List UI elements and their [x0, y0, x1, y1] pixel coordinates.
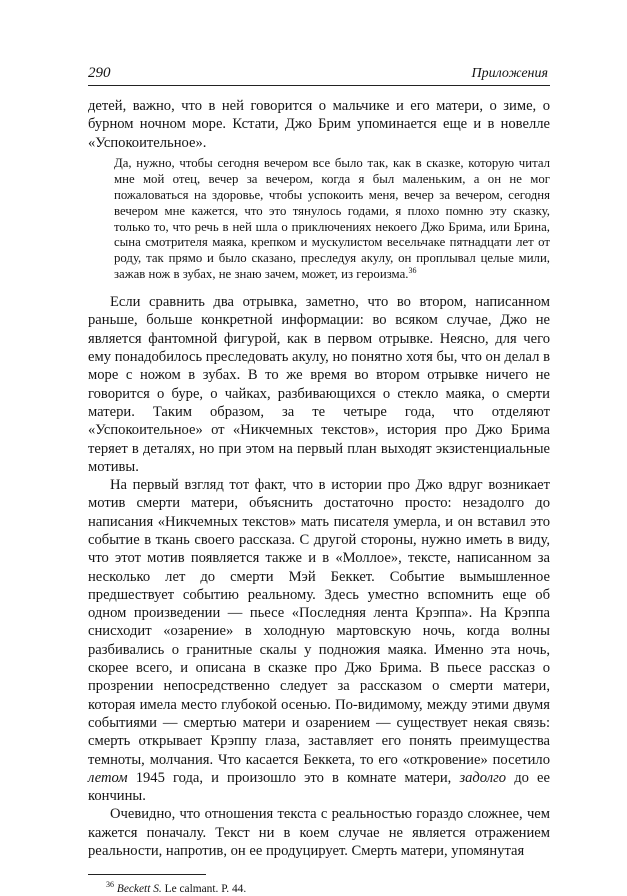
paragraph-text-part: На первый взгляд тот факт, что в истории про Джо вдруг возникает мотив смерти матери, объяснить достаточно просто: незадолго до написания «Никчемных текстов» мать писателя умерла, и он вставил это событие в ткань своего рассказа. С другой стороны, нужно иметь в виду, что этот мотив появляется также и в «Моллое», тексте, написанном за несколько лет до смерти Мэй Беккет. Событие вымышленное предшествует событию реальному. Здесь уместно вспомнить еще об одном произведении — пьесе «Последняя лента Крэппа». На Крэппа снисходит «озарение» в холодную мартовскую ночь, когда волны разбивались о гранитные скалы у подножия маяка. Именно эта ночь, скорее всего, и описана в сказке про Джо Брима. В пьесе рассказ о прозрении непосредственно следует за рассказом о смерти матери, которая имела место глубокой осенью. По-видимому, между этими двумя событиями — смертью матери и озарением — существует некая связь: смерть открывает Крэппу глаза, заставляет его понять преимущества темноты, молчания. Что касается Беккета, то его «откровение» посетило — [88, 477, 550, 768]
paragraph-text-part: до ее кончины. — [88, 769, 550, 805]
block-quote — [114, 156, 550, 283]
quote-text: Да, нужно, чтобы сегодня вечером все было так, как в сказке, которую читал мне мой отец, вечер за вечером, когда я был маленьким, а он не мог пожаловаться на здоровье, чтобы успокоить меня, вечер за вечером, сегодня вечером мне кажется, что это тянулось годами, я плохо помню эту сказку, только то, что речь в ней шла о приключениях некоего Джо Брима, или Брина, сына смотрителя маяка, крепком и мускулистом весельчаке пятнадцати лет от роду, так прямо и было сказано, преследуя акулу, он проплывал целые мили, зажав нож в зубах, не знаю зачем, может, из героизма. — [114, 155, 550, 282]
footnote-text: Le calmant. P. 44. — [161, 883, 247, 896]
paragraph-mother-death — [88, 476, 550, 805]
paragraph-text-part: 1945 года, и произошло это в комнате матери, — [127, 769, 460, 786]
footnote-author: Beckett S. — [116, 883, 162, 896]
book-page — [88, 64, 550, 896]
footnote — [88, 882, 550, 896]
footnote-reference: 36 — [408, 266, 417, 276]
page-number: 290 — [88, 65, 111, 81]
section-title: Приложения — [471, 66, 548, 81]
emphasis-long-before: задолго — [459, 769, 507, 786]
paragraph-reality: Очевидно, что отношения текста с реальностью гораздо сложнее, чем кажется поначалу. Текст ни в коем случае не является отражением реальности, напротив, он ее продуцирует. Смерть матери, упомянутая — [88, 806, 550, 860]
footnote-number: 36 — [106, 880, 114, 890]
quote-paragraph — [114, 156, 550, 283]
running-header — [88, 64, 550, 86]
emphasis-summer: летом — [88, 769, 128, 786]
paragraph-comparison: Если сравнить два отрывка, заметно, что во втором, написанном раньше, больше конкретной информации: во всяком случае, Джо не является фантомной фигурой, как в первом отрывке. Неясно, для чего ему понадобилось преследовать акулу, но понятно хотя бы, что он делал в море с ножом в зубах. В то же время во втором отрывке ничего не говорится о буре, о чайках, разбивающихся о стекло маяка, о смерти матери. Таким образом, за те четыре года, что отделяют «Успокоительное» от «Никчемных текстов», история про Джо Брима теряет в деталях, но при этом на первый план выходят экзистенциальные мотивы. — [88, 294, 550, 475]
paragraph-continuation: детей, важно, что в ней говорится о мальчике и его матери, о зиме, о бурном ночном море. Кстати, Джо Брим упоминается еще и в новелле «Успокоительное». — [88, 98, 550, 151]
footnote-divider — [88, 874, 206, 875]
